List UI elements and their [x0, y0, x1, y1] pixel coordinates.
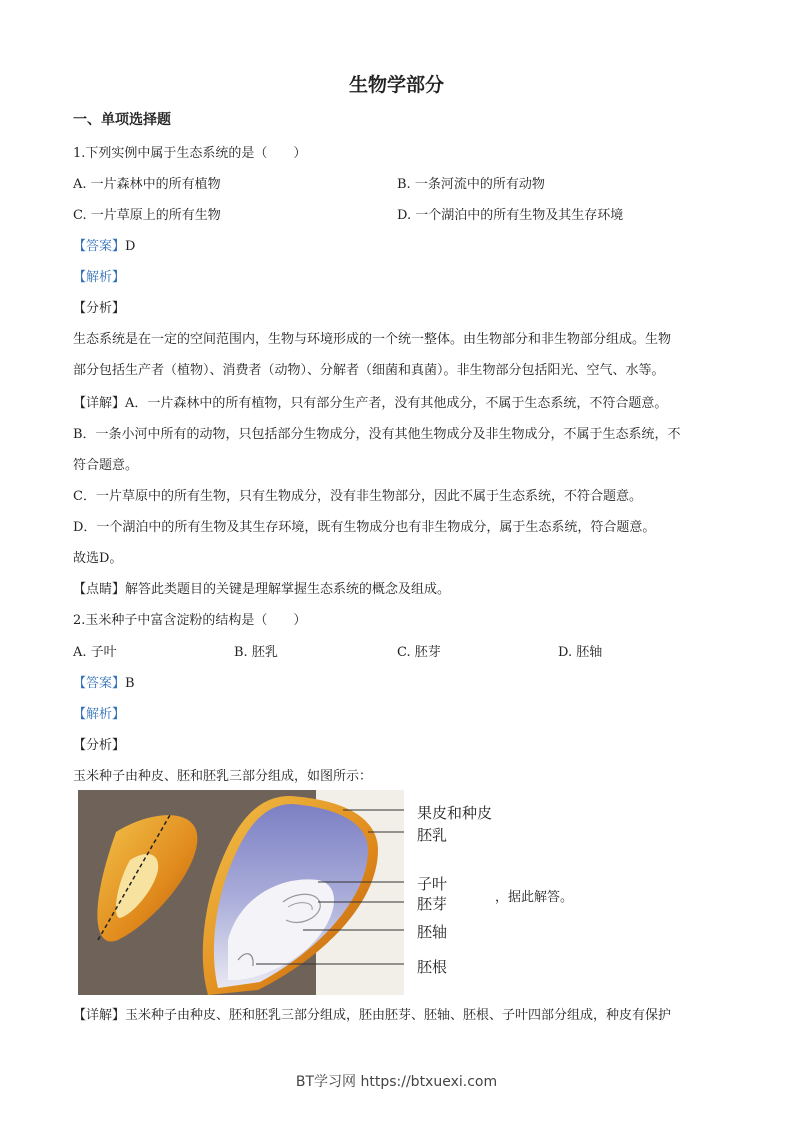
- q2-option-c: C. 胚芽: [397, 645, 441, 660]
- footer-watermark: BT学习网 https://btxuexi.com: [295, 1074, 498, 1090]
- answer-tag: 【答案】: [73, 676, 126, 691]
- q2-after-figure: ，据此解答。: [495, 890, 574, 905]
- q1-point: 【点睛】解答此类题目的关键是理解掌握生态系统的概念及组成。: [73, 582, 451, 597]
- q1-answer-line: [73, 235, 135, 254]
- detail-tag: 【详解】: [73, 1008, 126, 1023]
- label-cotyledon: 子叶: [417, 875, 448, 893]
- q1-option-a: A. 一片森林中的所有植物: [73, 177, 221, 192]
- q1-analysis-line-1: 生态系统是在一定的空间范围内，生物与环境形成的一个统一整体。由生物部分和非生物部分组成。生物: [73, 332, 672, 347]
- detail-tag: 【详解】: [73, 396, 126, 411]
- label-pericarp-seedcoat: 果皮和种皮: [417, 804, 493, 822]
- q1-choose: 故选D。: [73, 551, 123, 566]
- label-plumule: 胚芽: [417, 895, 448, 913]
- q2-analysis-line-1: 玉米种子由种皮、胚和胚乳三部分组成，如图所示：: [73, 769, 373, 784]
- answer-value: D: [125, 239, 136, 254]
- label-hypocotyl: 胚轴: [417, 923, 448, 941]
- fenxi-tag: 【分析】: [73, 738, 126, 753]
- q2-answer-line: [73, 672, 135, 691]
- q2-option-b: B. 胚乳: [234, 645, 278, 660]
- q1-option-c: C. 一片草原上的所有生物: [73, 208, 221, 223]
- label-radicle: 胚根: [417, 958, 448, 976]
- q1-analysis-line-2: 部分包括生产者（植物）、消费者（动物）、分解者（细菌和真菌）。非生物部分包括阳光、空气、水等。: [73, 363, 665, 378]
- section-heading: 一、单项选择题: [73, 112, 171, 128]
- jiexi-tag: 【解析】: [73, 270, 126, 285]
- q1-detail-c: C．一片草原中的所有生物，只有生物成分，没有非生物部分，因此不属于生态系统，不符合题意。: [73, 489, 642, 504]
- q2-option-a: A. 子叶: [73, 645, 117, 660]
- q1-detail-d: D．一个湖泊中的所有生物及其生存环境，既有生物成分也有非生物成分，属于生态系统，符合题意。: [73, 520, 656, 535]
- point-tag: 【点睛】: [73, 582, 126, 597]
- q1-detail-b-line-1: B．一条小河中所有的动物，只包括部分生物成分，没有其他生物成分及非生物成分，不属于生态系统，不: [73, 427, 681, 442]
- q1-detail-a: 【详解】A．一片森林中的所有植物，只有部分生产者，没有其他成分，不属于生态系统，不符合题意。: [73, 396, 668, 411]
- jiexi-tag: 【解析】: [73, 707, 126, 722]
- answer-value: B: [125, 676, 135, 691]
- q2-detail: 【详解】玉米种子由种皮、胚和胚乳三部分组成，胚由胚芽、胚轴、胚根、子叶四部分组成，种皮有保护: [73, 1008, 672, 1023]
- label-endosperm: 胚乳: [417, 826, 448, 844]
- question-2-stem: 2.玉米种子中富含淀粉的结构是（ ）: [73, 613, 307, 628]
- q1-detail-b-line-2: 符合题意。: [73, 458, 139, 473]
- page-title: 生物学部分: [348, 74, 444, 96]
- q2-option-d: D. 胚轴: [558, 645, 603, 660]
- q1-option-d: D. 一个湖泊中的所有生物及其生存环境: [397, 208, 624, 223]
- answer-tag: 【答案】: [73, 239, 126, 254]
- q1-option-b: B. 一条河流中的所有动物: [397, 177, 545, 192]
- fenxi-tag: 【分析】: [73, 301, 126, 316]
- corn-seed-diagram: [78, 790, 404, 995]
- question-1-stem: 1.下列实例中属于生态系统的是（ ）: [73, 146, 307, 161]
